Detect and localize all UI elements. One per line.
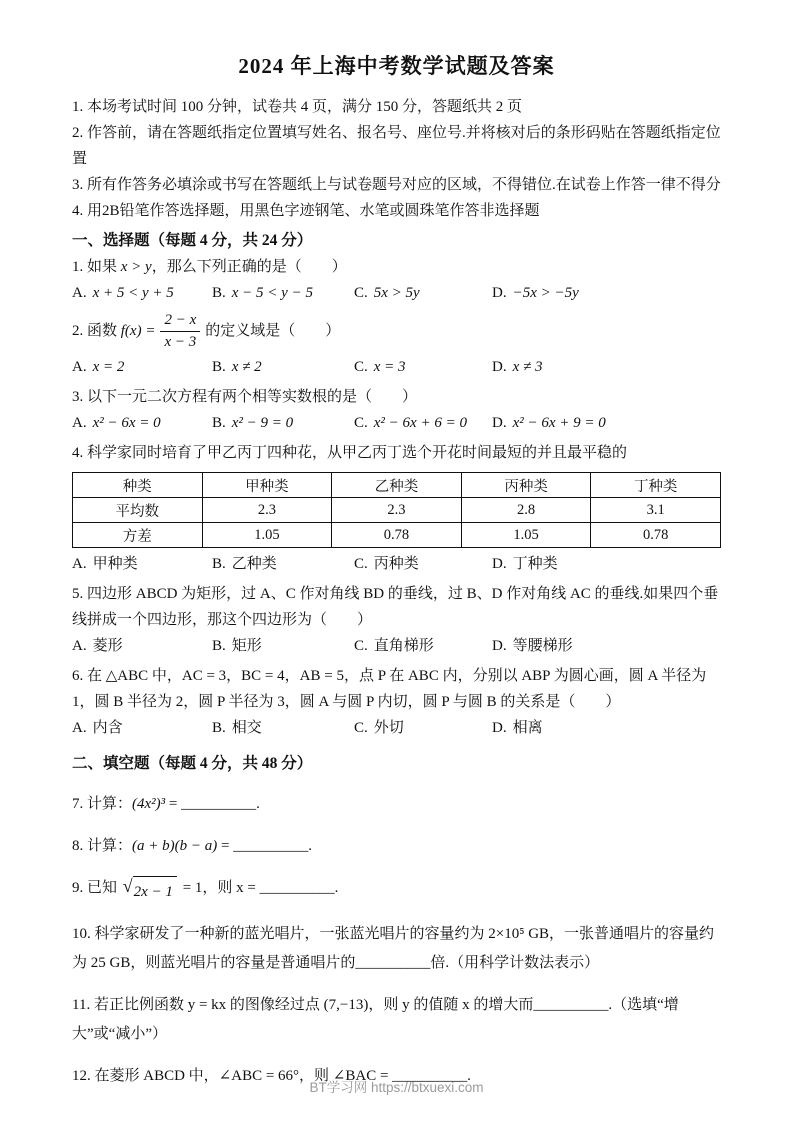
table-cell: 2.8 bbox=[461, 498, 591, 523]
question-3-options bbox=[72, 410, 721, 437]
question-6-stem: 6. 在 △ABC 中，AC = 3，BC = 4，AB = 5，点 P 在 ABC 内，分别以 ABP 为圆心画，圆 A 半径为 1，圆 B 半径为 2，圆 P 半径为 3，圆 A 与圆 P 内切，圆 P 与圆 B 的关系是（ ） bbox=[72, 668, 707, 710]
option-label: C. bbox=[354, 720, 368, 736]
option-label: C. bbox=[354, 638, 368, 654]
question-8 bbox=[72, 832, 721, 861]
option-5a bbox=[72, 633, 212, 660]
question-4-stem: 4. 科学家同时培育了甲乙丙丁四种花，从甲乙丙丁选个开花时间最短的并且最平稳的 bbox=[72, 445, 628, 461]
fraction-denominator: x − 3 bbox=[164, 334, 197, 350]
section-fill-heading: 二、填空题（每题 4 分，共 48 分） bbox=[72, 755, 313, 772]
stem-text: 9. 已知 bbox=[72, 880, 121, 896]
option-5c bbox=[354, 633, 492, 660]
option-value: x ≠ 3 bbox=[512, 359, 543, 375]
table-header-cell: 乙种类 bbox=[332, 473, 462, 498]
option-value: 丁种类 bbox=[512, 556, 558, 572]
flower-stats-table bbox=[72, 472, 721, 548]
table-cell: 方差 bbox=[73, 523, 203, 548]
option-label: C. bbox=[354, 415, 368, 431]
option-label: A. bbox=[72, 638, 87, 654]
site-watermark: BT学习网 https://btxuexi.com bbox=[309, 1080, 484, 1095]
option-value: 乙种类 bbox=[231, 556, 277, 572]
option-value: x = 2 bbox=[92, 359, 125, 375]
question-1-options bbox=[72, 280, 721, 307]
option-label: A. bbox=[72, 720, 87, 736]
option-value: 菱形 bbox=[92, 638, 123, 654]
option-3a bbox=[72, 410, 212, 437]
option-3d bbox=[492, 410, 721, 437]
option-label: D. bbox=[492, 285, 507, 301]
stem-math: f(x) = bbox=[120, 322, 156, 339]
option-label: B. bbox=[212, 285, 226, 301]
question-4-options bbox=[72, 551, 721, 578]
exam-notice-3: 3. 所有作答务必填涂或书写在答题纸上与试卷题号对应的区域，不得错位.在试卷上作答一律不得分 bbox=[72, 177, 721, 193]
option-2a bbox=[72, 354, 212, 381]
option-label: B. bbox=[212, 556, 226, 572]
option-value: x ≠ 2 bbox=[231, 359, 262, 375]
option-value: x² − 6x + 9 = 0 bbox=[512, 415, 606, 431]
question-1-stem bbox=[72, 254, 721, 280]
exam-notice-2: 2. 作答前，请在答题纸指定位置填写姓名、报名号、座位号.并将核对后的条形码贴在答题纸指定位置 bbox=[72, 125, 721, 167]
question-5-options bbox=[72, 633, 721, 660]
option-label: B. bbox=[212, 415, 226, 431]
option-label: A. bbox=[72, 415, 87, 431]
option-4c bbox=[354, 551, 492, 578]
square-root-expression bbox=[123, 876, 177, 907]
radicand: 2x − 1 bbox=[133, 876, 177, 907]
option-5d bbox=[492, 633, 721, 660]
option-value: x + 5 < y + 5 bbox=[92, 285, 174, 301]
question-1 bbox=[72, 254, 721, 307]
question-11: 11. 若正比例函数 y = kx 的图像经过点 (7,−13)，则 y 的值随 x 的增大而__________.（选填“增大”或“减小”） bbox=[72, 997, 679, 1042]
option-6b bbox=[212, 715, 354, 742]
option-2d bbox=[492, 354, 721, 381]
table-header-cell: 丁种类 bbox=[591, 473, 721, 498]
stem-text: ，那么下列正确的是（ ） bbox=[151, 259, 347, 275]
question-12: 12. 在菱形 ABCD 中，∠ABC = 66°，则 ∠BAC = __________. bbox=[72, 1068, 471, 1084]
option-value: x² − 6x + 6 = 0 bbox=[373, 415, 467, 431]
option-value: 丙种类 bbox=[373, 556, 419, 572]
question-7-expression: (4x²)³ bbox=[132, 796, 166, 812]
question-2-options bbox=[72, 354, 721, 381]
stem-text: 的定义域是（ ） bbox=[205, 322, 341, 339]
option-value: 矩形 bbox=[231, 638, 262, 654]
question-2 bbox=[72, 311, 721, 381]
option-1b bbox=[212, 280, 354, 307]
option-label: A. bbox=[72, 285, 87, 301]
option-1d bbox=[492, 280, 721, 307]
question-6-options bbox=[72, 715, 721, 742]
option-label: B. bbox=[212, 359, 226, 375]
option-value: 相离 bbox=[512, 720, 543, 736]
option-label: B. bbox=[212, 720, 226, 736]
table-cell: 2.3 bbox=[202, 498, 332, 523]
question-5-stem: 5. 四边形 ABCD 为矩形，过 A、C 作对角线 BD 的垂线，过 B、D 作对角线 AC 的垂线.如果四个垂线拼成一个四边形，那这个四边形为（ ） bbox=[72, 586, 719, 628]
question-9 bbox=[72, 874, 721, 907]
answer-blank: = __________. bbox=[217, 838, 312, 854]
table-cell: 平均数 bbox=[73, 498, 203, 523]
exam-notice-1: 1. 本场考试时间 100 分钟，试卷共 4 页，满分 150 分，答题纸共 2 页 bbox=[72, 99, 523, 115]
question-8-expression: (a + b)(b − a) bbox=[132, 838, 218, 854]
stem-text: 7. 计算： bbox=[72, 796, 133, 812]
option-label: D. bbox=[492, 359, 507, 375]
table-row bbox=[73, 498, 721, 523]
option-5b bbox=[212, 633, 354, 660]
option-4b bbox=[212, 551, 354, 578]
option-label: A. bbox=[72, 556, 87, 572]
option-value: x² − 6x = 0 bbox=[92, 415, 161, 431]
option-value: 外切 bbox=[373, 720, 404, 736]
option-label: B. bbox=[212, 638, 226, 654]
option-2c bbox=[354, 354, 492, 381]
fraction bbox=[160, 311, 200, 352]
fraction-numerator: 2 − x bbox=[160, 311, 200, 332]
option-6c bbox=[354, 715, 492, 742]
table-row bbox=[73, 523, 721, 548]
option-value: x² − 9 = 0 bbox=[231, 415, 294, 431]
option-value: 等腰梯形 bbox=[512, 638, 573, 654]
option-3c bbox=[354, 410, 492, 437]
answer-blank: = 1，则 x = __________. bbox=[178, 880, 339, 896]
option-4d bbox=[492, 551, 721, 578]
option-label: D. bbox=[492, 638, 507, 654]
option-label: C. bbox=[354, 556, 368, 572]
question-7 bbox=[72, 790, 721, 819]
option-value: x − 5 < y − 5 bbox=[231, 285, 313, 301]
option-4a bbox=[72, 551, 212, 578]
table-cell: 0.78 bbox=[332, 523, 462, 548]
answer-blank: = __________. bbox=[165, 796, 260, 812]
option-label: D. bbox=[492, 556, 507, 572]
option-1c bbox=[354, 280, 492, 307]
option-value: −5x > −5y bbox=[512, 285, 579, 301]
stem-text: 2. 函数 bbox=[72, 322, 121, 339]
question-5 bbox=[72, 581, 721, 660]
section-choice-heading: 一、选择题（每题 4 分，共 24 分） bbox=[72, 232, 313, 249]
option-value: x = 3 bbox=[373, 359, 406, 375]
stem-math: x > y bbox=[120, 259, 152, 275]
table-cell: 0.78 bbox=[591, 523, 721, 548]
option-value: 甲种类 bbox=[92, 556, 138, 572]
table-cell: 2.3 bbox=[332, 498, 462, 523]
question-10: 10. 科学家研发了一种新的蓝光唱片，一张蓝光唱片的容量约为 2×10⁵ GB，一张普通唱片的容量约为 25 GB，则蓝光唱片的容量是普通唱片的__________倍.（用科学计数法表示） bbox=[72, 926, 715, 971]
option-label: D. bbox=[492, 415, 507, 431]
question-2-stem bbox=[72, 311, 721, 352]
question-4 bbox=[72, 440, 721, 578]
question-6 bbox=[72, 663, 721, 742]
radical-sign-icon: √ bbox=[122, 876, 133, 896]
table-header-cell: 丙种类 bbox=[461, 473, 591, 498]
table-header-cell: 种类 bbox=[73, 473, 203, 498]
exam-title: 2024 年上海中考数学试题及答案 bbox=[238, 54, 555, 78]
option-label: C. bbox=[354, 285, 368, 301]
option-value: 5x > 5y bbox=[373, 285, 420, 301]
option-1a bbox=[72, 280, 212, 307]
option-label: A. bbox=[72, 359, 87, 375]
option-3b bbox=[212, 410, 354, 437]
question-3-stem: 3. 以下一元二次方程有两个相等实数根的是（ ） bbox=[72, 389, 418, 405]
option-label: D. bbox=[492, 720, 507, 736]
option-2b bbox=[212, 354, 354, 381]
option-label: C. bbox=[354, 359, 368, 375]
option-value: 相交 bbox=[231, 720, 262, 736]
table-cell: 3.1 bbox=[591, 498, 721, 523]
exam-notice-4: 4. 用2B铅笔作答选择题，用黑色字迹钢笔、水笔或圆珠笔作答非选择题 bbox=[72, 203, 540, 219]
table-cell: 1.05 bbox=[202, 523, 332, 548]
table-header-cell: 甲种类 bbox=[202, 473, 332, 498]
option-6a bbox=[72, 715, 212, 742]
option-value: 内含 bbox=[92, 720, 123, 736]
option-value: 直角梯形 bbox=[373, 638, 434, 654]
table-cell: 1.05 bbox=[461, 523, 591, 548]
stem-text: 8. 计算： bbox=[72, 838, 133, 854]
stem-text: 1. 如果 bbox=[72, 259, 121, 275]
table-header-row bbox=[73, 473, 721, 498]
option-6d bbox=[492, 715, 721, 742]
question-3 bbox=[72, 384, 721, 437]
